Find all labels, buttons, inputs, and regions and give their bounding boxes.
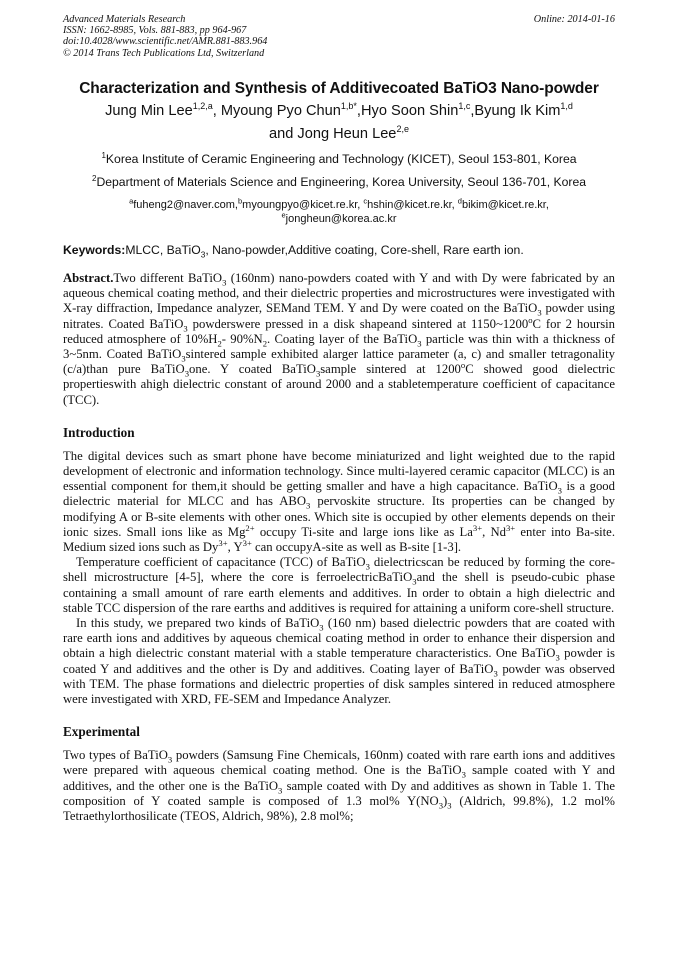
email: $^d$bikim@kicet.re.kr, (457, 196, 549, 211)
journal-header (63, 14, 615, 66)
affiliation-1: $^1$Korea Institute of Ceramic Engineering and Technology (KICET), Seoul 153-801, Korea (101, 150, 577, 166)
email: $^a$fuheng2@naver.com, (129, 196, 238, 211)
section-introduction (63, 449, 615, 707)
paper-title: Characterization and Synthesis of Additivecoated BaTiO3 Nano-powder (79, 80, 599, 97)
paragraph: The digital devices such as smart phone have become miniaturized and light weighted due to the rapid development of electronic and information technology. Since multi-layered ceramic capacitor (MLCC) is an essential component for them,it should be getting smaller and have a high capacitance. BaTiO$_3$ is a good dielectric material for MLCC and has $ABO_3$ pervoskite structure. Its properties can be changed by modifying A or B-site elements with other ones. Which site is occupied by other elements depends on their ionic sizes. Small ions like as $Mg^{2+}$ occupy Ti-site and large ions like as $La^{3+}$, $Nd^{3+}$ enter into Ba-site. Medium sized ions such as $Dy^{3+}$, $Y^{3+}$ can occupyA-site as well as B-site [1-3]. (63, 448, 616, 555)
author: Byung Ik Kim$^{1,d}$ (474, 101, 573, 119)
author-list (43, 100, 635, 146)
online-date: Online: 2014-01-16 (533, 14, 615, 25)
paper-page (63, 14, 615, 824)
email: $^e$jongheun@korea.ac.kr (281, 210, 397, 225)
email: $^b$myoungpyo@kicet.re.kr, (237, 196, 364, 211)
abstract-body: Two different BaTiO$_3$ (160nm) nano-powders coated with Y and with Dy were fabricated by an aqueous chemical coating method, and their dielectric properties and microstructures were investigated with X-ray diffraction, Impedance analyzer, SEMand TEM. Y and Dy were coated on the BaTiO$_3$ powder using nitrates. Coated BaTiO$_3$ powderswere pressed in a disk shapeand sintered at 1150~1200$^o$C for 2 hoursin reduced atmosphere of $10\%H_2-$ $90\%N_2$. Coating layer of the BaTiO$_3$ particle was thin with a thickness of 3~5nm. Coated BaTiO$_3$sintered sample exhibited alarger lattice parameter (a, c) and smaller tetragonality (c/a)than pure BaTiO$_3$one. Y coated BaTiO$_3$sample sintered at 1200$^o$C showed good dielectric propertieswith ahigh dielectric constant of around 2000 and a stabletemperature coefficient of capacitance (TCC). (63, 271, 616, 407)
abstract (63, 271, 615, 408)
author: Hyo Soon Shin$^{1,c}$, (360, 101, 475, 119)
email: $^c$hshin@kicet.re.kr, (363, 196, 458, 211)
issn: ISSN: 1662-8985, Vols. 881-883, pp 964-967 (63, 25, 247, 37)
header-left (63, 14, 615, 59)
abstract-label: Abstract. (63, 271, 114, 285)
doi: doi:10.4028/www.scientific.net/AMR.881-883.964 (63, 36, 268, 48)
author-emails (63, 198, 615, 226)
paragraph: In this study, we prepared two kinds of BaTiO$_3$ (160 nm) based dielectric powders that are coated with rare earth ions and additives by aqueous chemical coating method in order to enhance their dispersion and obtain a high dielectric constant material with a stable temperature characteristics. One BaTiO$_3$ powder is coated Y and additives and the other is Dy and additives. Coating layer of BaTiO$_3$ powder was observed with TEM. The phase formations and dielectric properties of disk samples sintered in reduced atmosphere were investigated with XRD, FE-SEM and Impedance Analyzer. (63, 616, 615, 707)
section-heading-introduction: Introduction (63, 424, 135, 440)
keywords-label: Keywords: (63, 243, 126, 257)
affiliation-2: $^2$Department of Materials Science and Engineering, Korea University, Seoul 136-701, Korea (91, 173, 587, 189)
author: Jung Min Lee$^{1,2,a}$, (105, 101, 221, 119)
journal-name: Advanced Materials Research (63, 14, 186, 25)
section-heading-experimental: Experimental (63, 724, 140, 740)
section-experimental (63, 748, 615, 824)
paragraph: Temperature coefficient of capacitance (TCC) of BaTiO$_3$ dielectricscan be reduced by forming the core-shell microstructure [4-5], where the core is ferroelectricBaTiO$_3$and the shell is pseudo-cubic phase containing a small amount of rare earth elements and additives. In order to obtain a high dielectric and stable TCC dispersion of the rare earths and additives is required for attaining a uniform core-shell structure. (63, 555, 616, 615)
copyright: © 2014 Trans Tech Publications Ltd, Switzerland (63, 47, 265, 59)
paragraph: Two types of BaTiO$_3$ powders (Samsung Fine Chemicals, 160nm) coated with rare earth ions and additives were prepared with aqueous chemical coating method. One is the BaTiO$_3$ sample coated with Y and additives, and the other one is the BaTiO$_3$ sample coated with Dy and additives as shown in Table 1. The composition of Y coated sample is composed of 1.3 mol% $Y(NO_3)_3$ (Aldrich, 99.8%), 1.2 mol% Tetraethylorthosilicate (TEOS, Aldrich, 98%), 2.8 mol%; (63, 748, 616, 824)
author: Myoung Pyo Chun$^{1,b*}$, (220, 101, 361, 119)
keywords: Keywords:MLCC, BaTiO$_3$, Nano-powder,Additive coating, Core-shell, Rare earth ion. (63, 243, 524, 260)
author: and Jong Heun Lee$^{2,e}$ (269, 124, 409, 142)
